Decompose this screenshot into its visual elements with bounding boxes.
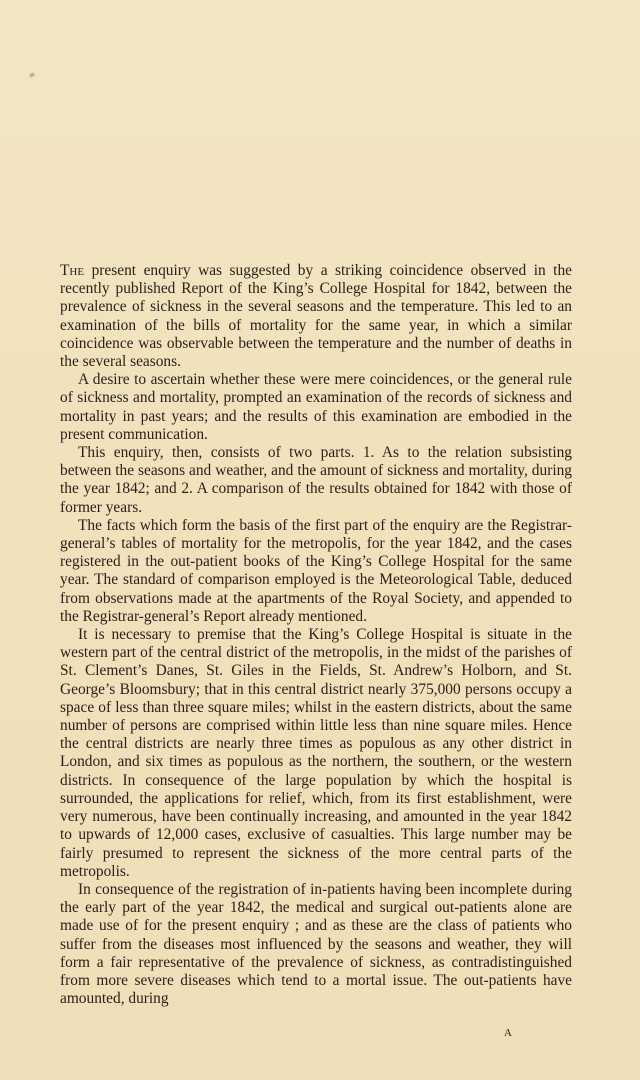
signature-mark: A	[504, 1027, 513, 1039]
paragraph-1	[60, 262, 572, 371]
body-text	[60, 262, 572, 1008]
paragraph-4: The facts which form the basis of the first part of the enquiry are the Registrar-general’s tables of mortality for the metropolis, for the year 1842, and the cases registered in the out-patient books of the King’s College Hospital for the same year. The standard of comparison employed is the Meteorological Table, deduced from observations made at the apartments of the Royal Society, and appended to the Registrar-general’s Report already mentioned.	[60, 516, 572, 625]
paragraph-lead-word: The	[60, 262, 85, 279]
paragraph-3: This enquiry, then, consists of two parts. 1. As to the relation subsisting between the seasons and weather, and the amount of sickness and mortality, during the year 1842; and 2. A comparison of the results obtained for 1842 with those of former years.	[60, 444, 572, 516]
paragraph-1-text: present enquiry was suggested by a striking coincidence observed in the recently published Report of the King’s College Hospital for 1842, between the prevalence of sickness in the several seasons and the temperature. This led to an examination of the bills of mortality for the same year, in which a similar coincidence was observable between the temperature and the number of deaths in the several seasons.	[60, 262, 572, 371]
paragraph-5: It is necessary to premise that the King’s College Hospital is situate in the western part of the central district of the metropolis, in the midst of the parishes of St. Clement’s Danes, St. Giles in the Fields, St. Andrew’s Holborn, and St. George’s Bloomsbury; that in this central district nearly 375,000 persons occupy a space of less than three square miles; whilst in the eastern districts, about the same number of persons are comprised within little less than nine square miles. Hence the central districts are nearly three times as populous as any other district in London, and six times as populous as the northern, the southern, or the western districts. In consequence of the large population by which the hospital is surrounded, the applications for relief, which, from its first establishment, were very numerous, have been continually increasing, and amounted in the year 1842 to upwards of 12,000 cases, exclusive of casualties. This large number may be fairly presumed to represent the sickness of the more central parts of the metropolis.	[60, 626, 572, 880]
paragraph-6: In consequence of the registration of in-patients having been incomplete during the early part of the year 1842, the medical and surgical out-patients alone are made use of for the present enquiry ; and as these are the class of patients who suffer from the diseases most influenced by the seasons and weather, they will form a fair representative of the prevalence of sickness, as contradistinguished from more severe diseases which tend to a mortal issue. The out-patients have amounted, during	[60, 880, 572, 1008]
paragraph-2: A desire to ascertain whether these were mere coincidences, or the general rule of sickness and mortality, prompted an examination of the records of sickness and mortality in past years; and the results of this examination are embodied in the present communication.	[60, 371, 572, 443]
paper-speck	[28, 72, 35, 78]
